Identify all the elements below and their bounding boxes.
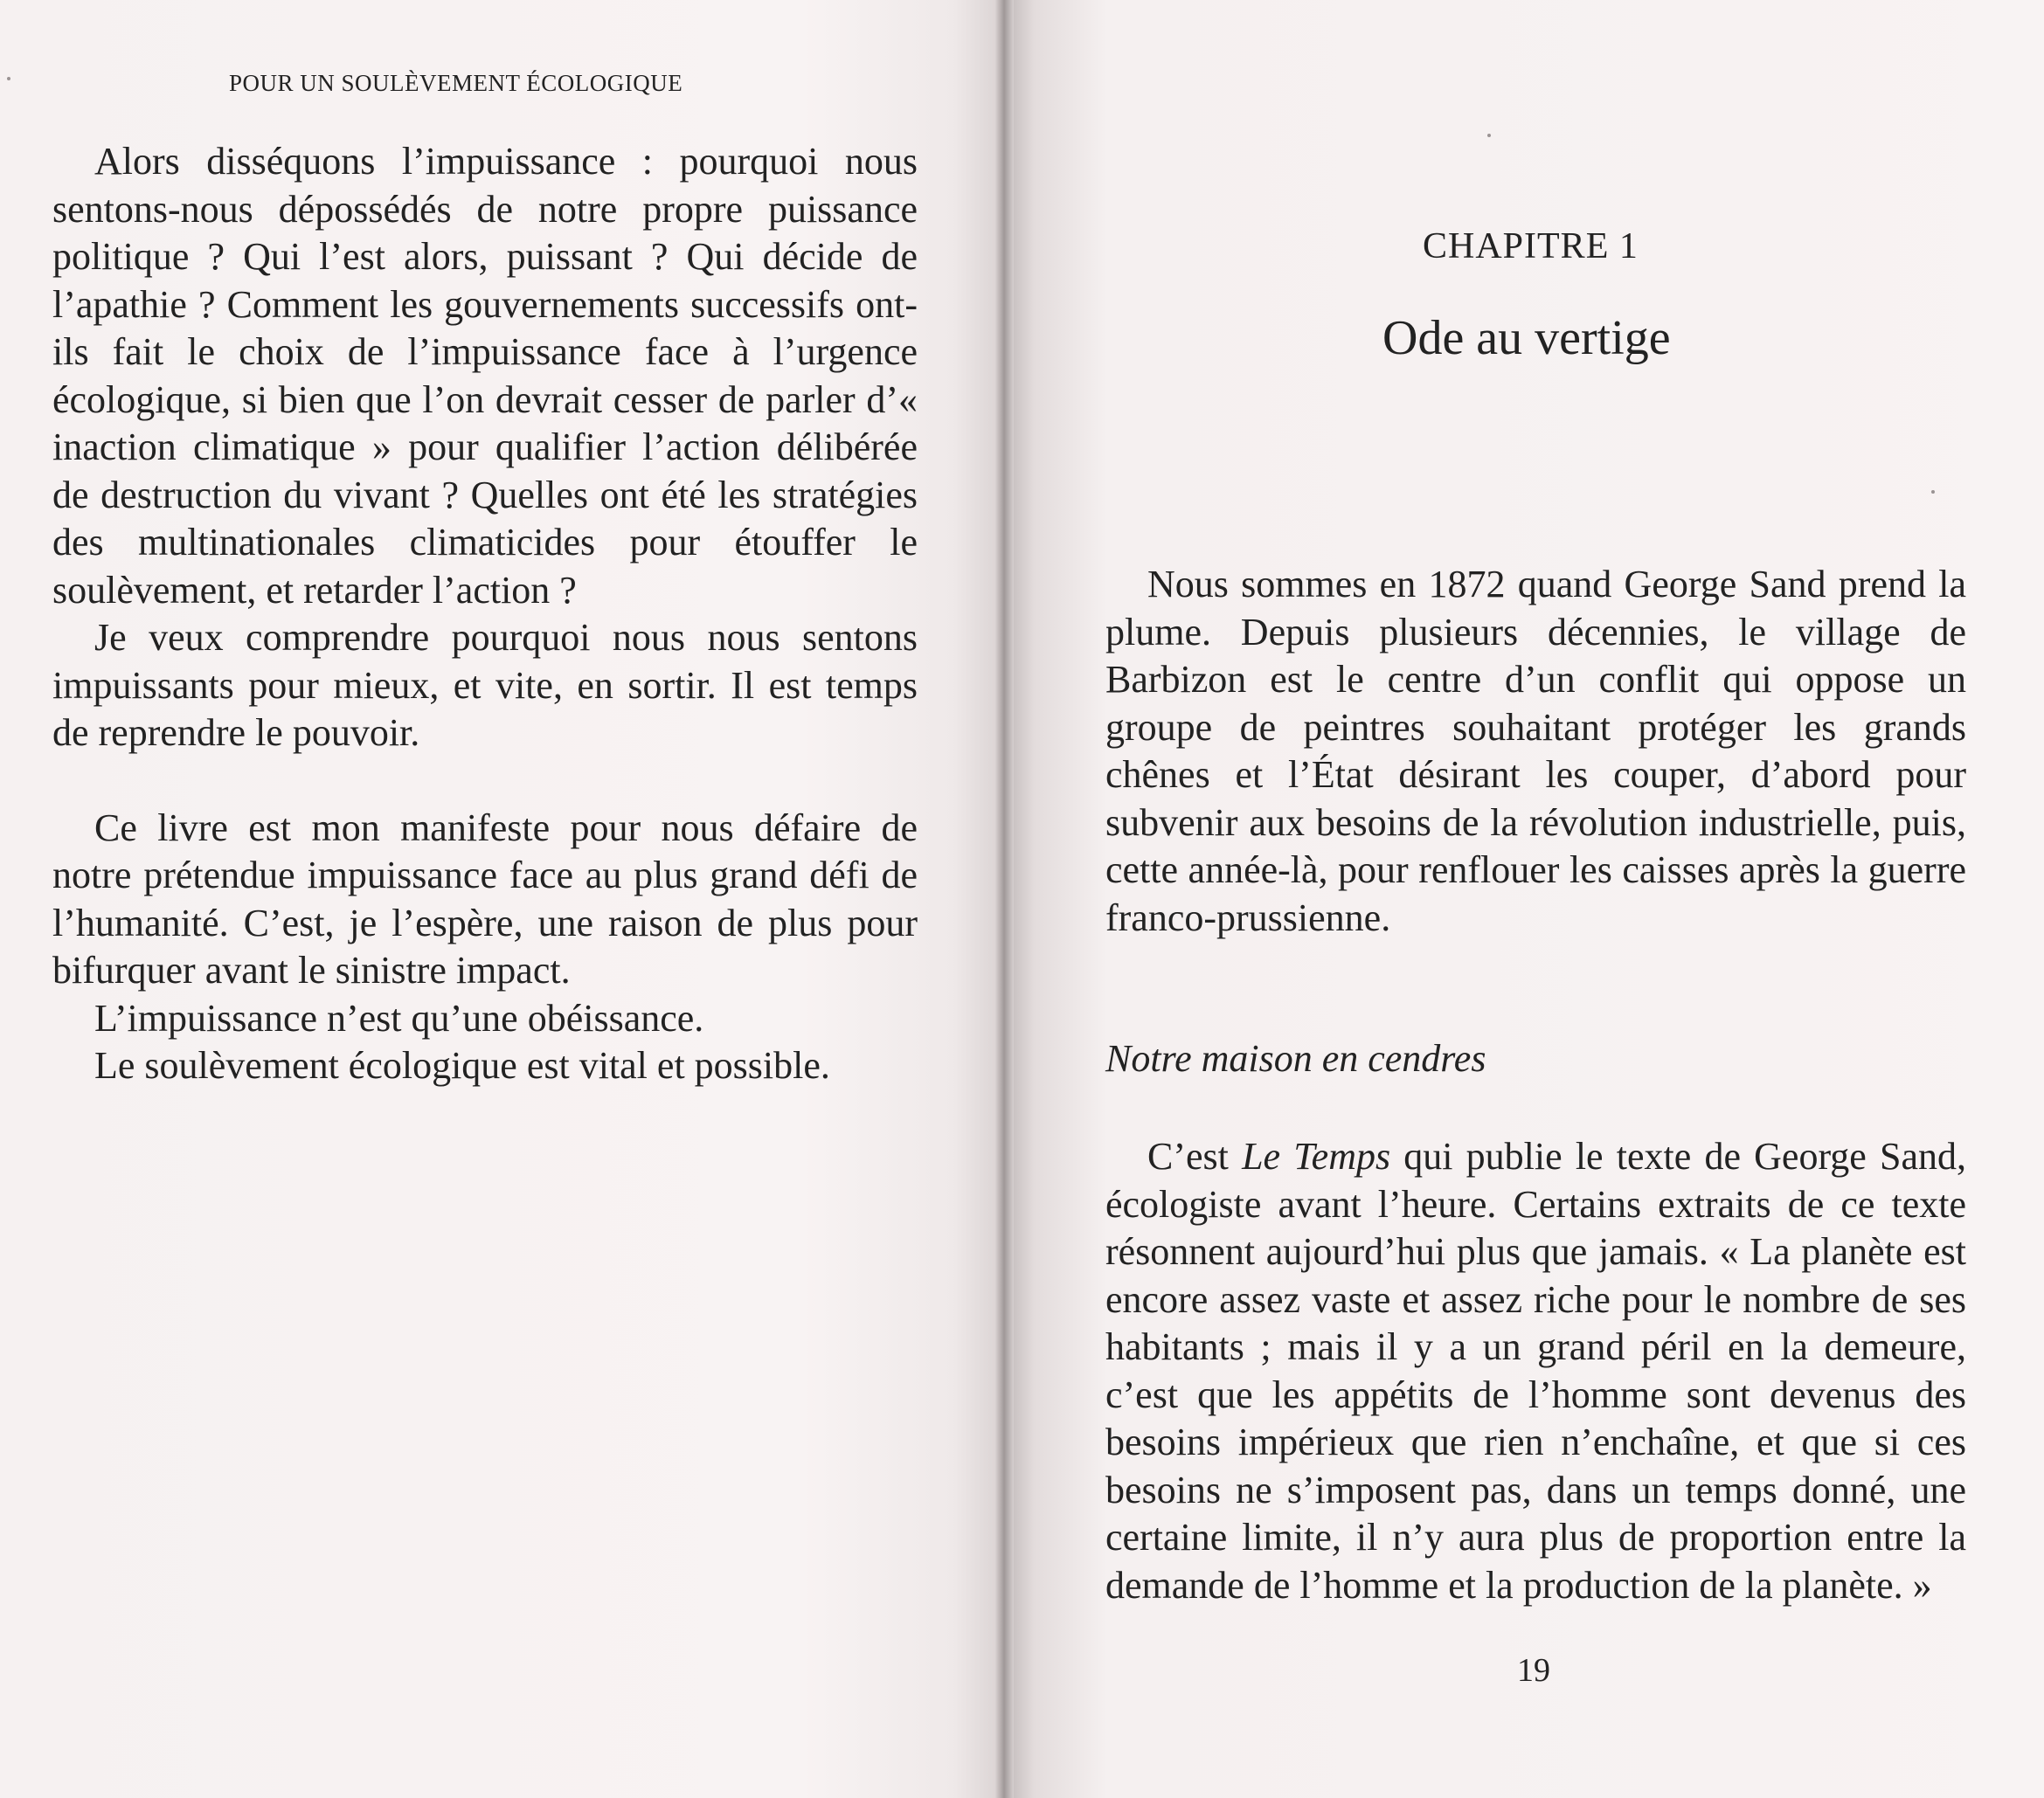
- paragraph: L’impuissance n’est qu’une obéissance.: [94, 996, 704, 1040]
- section-body: [1105, 1133, 1966, 1609]
- page-number: 19: [1517, 1652, 1550, 1689]
- intro-body: [1105, 561, 1966, 942]
- paragraph: Nous sommes en 1872 quand George Sand prend la plume. Depuis plusieurs décennies, le village de Barbizon est le centre d’un conflit qui oppose un groupe de peintres souhaitant protéger les grands chênes et l’État désirant les couper, d’abord pour subvenir aux besoins de la révolution industrielle, puis, cette année-là, pour renflouer les caisses après la guerre franco-prussienne.: [1105, 563, 1966, 939]
- chapter-title: Ode au vertige: [1382, 311, 1671, 365]
- paper-speck: [1931, 490, 1935, 494]
- paper-speck: [1487, 134, 1491, 137]
- left-page-body: [52, 138, 918, 1090]
- text-run: qui publie le texte de George Sand, écologiste avant l’heure. Certains extraits de ce texte résonnent aujourd’hui plus que jamais. « La planète est encore assez vaste et assez riche pour le nombre de ses habitants ; mais il y a un grand péril en la demeure, c’est que les appétits de l’homme sont devenus des besoins impérieux que rien n’enchaîne, et que si ces besoins ne s’imposent pas, dans un temps donné, une certaine limite, il n’y aura plus de proportion entre la demande de l’homme et la production de la planète. »: [1105, 1135, 1967, 1607]
- text-run: C’est: [1147, 1135, 1243, 1178]
- paragraph: Je veux comprendre pourquoi nous nous sentons impuissants pour mieux, et vite, en sortir. Il est temps de reprendre le pouvoir.: [52, 616, 918, 754]
- paragraph: Alors disséquons l’impuissance : pourquoi nous sentons-nous dépossédés de notre propre puissance politique ? Qui l’est alors, puissant ? Qui décide de l’apathie ? Comment les gouvernements successifs ont-ils fait le choix de l’impuissance face à l’urgence écologique, si bien que l’on devrait cesser de parler d’« inaction climatique » pour qualifier l’action délibérée de destruction du vivant ? Quelles ont été les stratégies des multinationales climaticides pour étouffer le soulèvement, et retarder l’action ?: [52, 140, 918, 612]
- chapter-label: CHAPITRE 1: [1423, 226, 1639, 266]
- paper-speck: [7, 77, 10, 80]
- book-gutter: [994, 0, 1014, 1798]
- paragraph: Le soulèvement écologique est vital et possible.: [94, 1044, 830, 1087]
- paragraph: Ce livre est mon manifeste pour nous défaire de notre prétendue impuissance face au plus grand défi de l’humanité. C’est, je l’espère, une raison de plus pour bifurquer avant le sinistre impact.: [52, 806, 918, 992]
- newspaper-title: Le Temps: [1242, 1135, 1391, 1178]
- running-head: POUR UN SOULÈVEMENT ÉCOLOGIQUE: [229, 70, 683, 96]
- section-heading: Notre maison en cendres: [1105, 1037, 1486, 1080]
- paragraph: [1105, 1133, 1966, 1609]
